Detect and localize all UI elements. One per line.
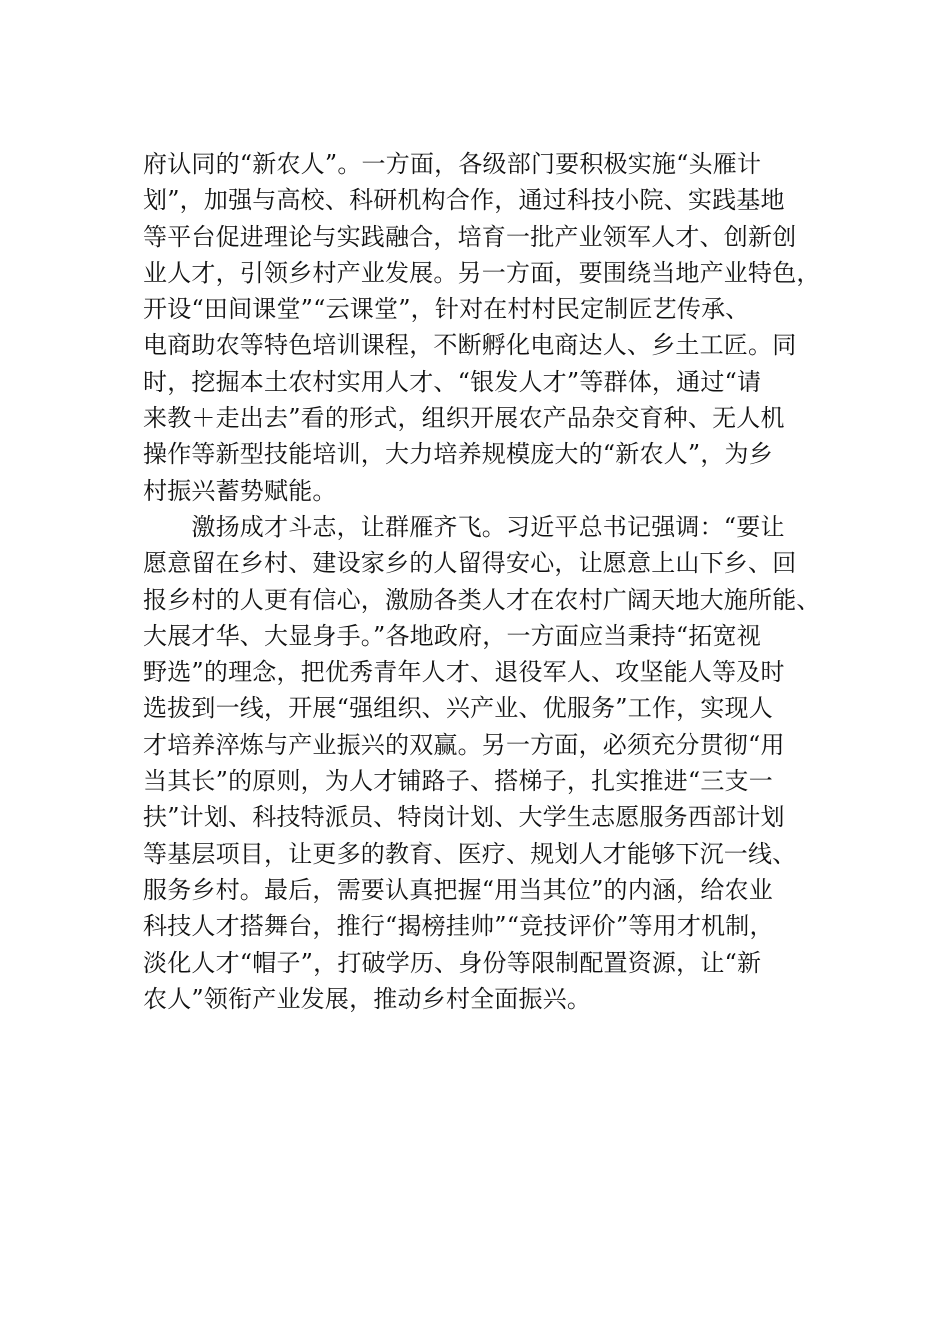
text-line: 业人才，引领乡村产业发展。另一方面，要围绕当地产业特色，: [143, 258, 821, 287]
text-line: 选拔到一线，开展“强组织、兴产业、优服务”工作，实现人: [143, 694, 773, 723]
text-line: 农人”领衔产业发展，推动乡村全面振兴。: [143, 984, 592, 1013]
text-line: 扶”计划、科技特派员、特岗计划、大学生志愿服务西部计划: [143, 803, 785, 832]
text-line: 划”，加强与高校、科研机构合作，通过科技小院、实践基地: [143, 186, 785, 215]
text-line: 野选”的理念，把优秀青年人才、退役军人、攻坚能人等及时: [143, 658, 785, 687]
text-line: 愿意留在乡村、建设家乡的人留得安心，让愿意上山下乡、回: [143, 549, 797, 578]
text-line: 大展才华、大显身手。”各地政府，一方面应当秉持“拓宽视: [143, 621, 761, 650]
text-line: 等平台促进理论与实践融合，培育一批产业领军人才、创新创: [143, 222, 797, 251]
text-line: 才培养淬炼与产业振兴的双赢。另一方面，必须充分贯彻“用: [143, 730, 785, 759]
text-line: 时，挖掘本土农村实用人才、“银发人才”等群体，通过“请: [143, 367, 762, 396]
text-line: 服务乡村。最后，需要认真把握“用当其位”的内涵，给农业: [143, 875, 773, 904]
text-line: 开设“田间课堂”“云课堂”，针对在村村民定制匠艺传承、: [143, 295, 750, 324]
text-line: 报乡村的人更有信心，激励各类人才在农村广阔天地大施所能、: [143, 585, 821, 614]
text-line: 激扬成才斗志，让群雁齐飞。习近平总书记强调：“要让: [143, 512, 785, 541]
text-line: 科技人才搭舞台，推行“揭榜挂帅”“竞技评价”等用才机制，: [143, 912, 774, 941]
text-line: 当其长”的原则，为人才铺路子、搭梯子，扎实推进“三支一: [143, 767, 773, 796]
text-line: 淡化人才“帽子”，打破学历、身份等限制配置资源，让“新: [143, 948, 762, 977]
text-line: 等基层项目，让更多的教育、医疗、规划人才能够下沉一线、: [143, 839, 797, 868]
text-line: 府认同的“新农人”。一方面，各级部门要积极实施“头雁计: [143, 150, 762, 178]
body-text: [143, 146, 821, 1017]
text-line: 电商助农等特色培训课程，不断孵化电商达人、乡土工匠。同: [143, 331, 797, 360]
text-line: 村振兴蓄势赋能。: [143, 476, 337, 505]
text-line: 来教＋走出去”看的形式，组织开展农产品杂交育种、无人机: [143, 404, 785, 433]
text-line: 操作等新型技能培训，大力培养规模庞大的“新农人”，为乡: [143, 440, 773, 469]
